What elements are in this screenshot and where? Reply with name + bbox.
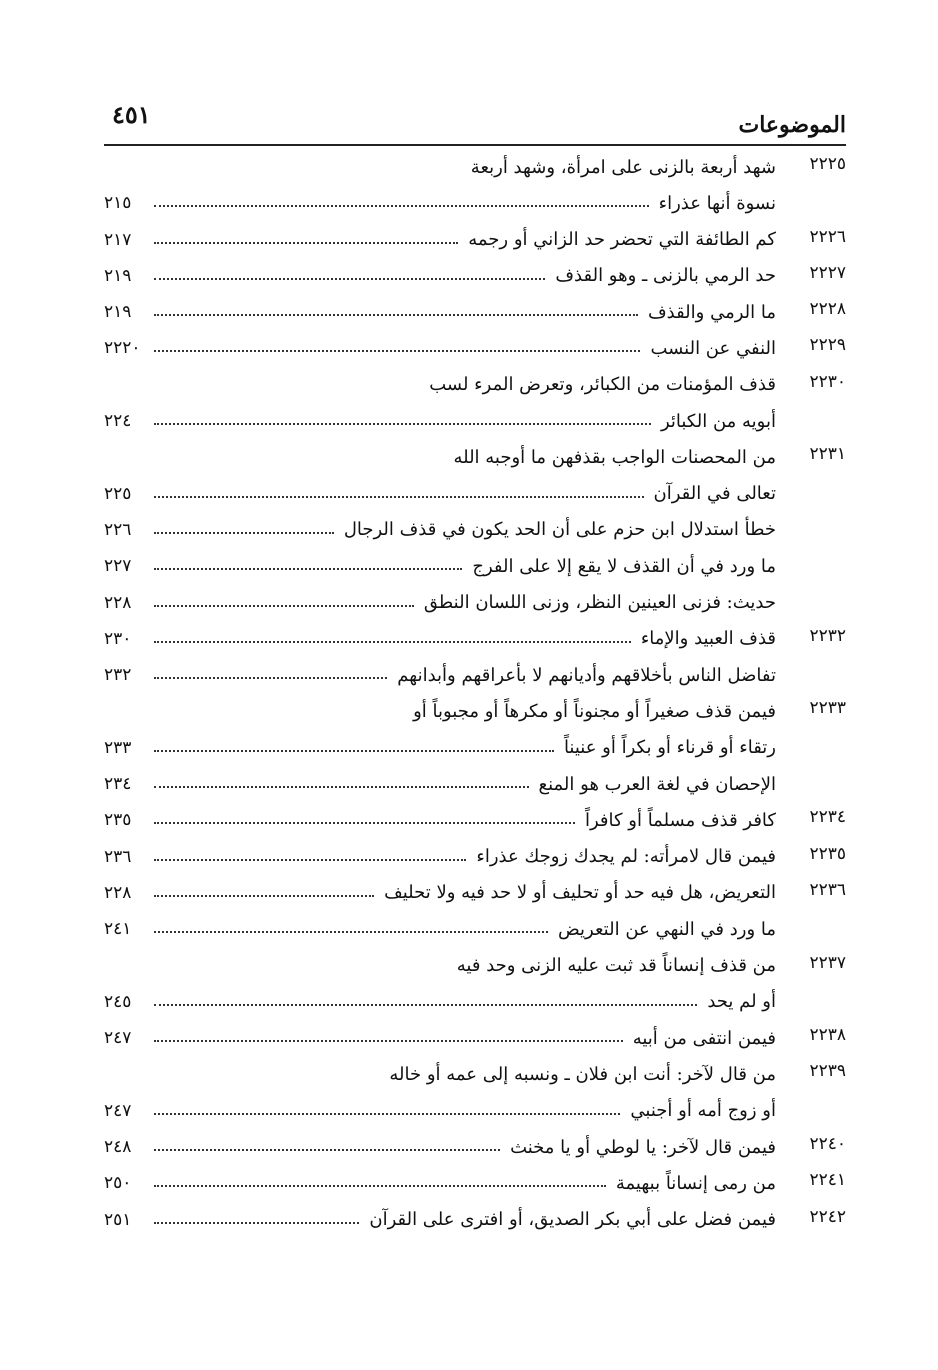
toc-row — [104, 694, 846, 730]
toc-row — [104, 767, 846, 803]
entry-title: التعريض، هل فيه حد أو تحليف أو لا حد فيه ولا تحليف — [384, 882, 776, 904]
entry-page: ٢٣٢ — [104, 665, 132, 686]
toc-row — [104, 1166, 846, 1202]
entry-title: فيمن قذف صغيراً أو مجنوناً أو مكرهاً أو مجبوباً أو — [413, 700, 776, 722]
entry-number: ٢٢٢٨ — [809, 299, 846, 320]
entry-page: ٢١٩ — [104, 265, 132, 286]
entry-number: ٢٢٣٣ — [809, 698, 846, 719]
toc-row — [104, 622, 846, 658]
entry-page: ٢١٩ — [104, 302, 132, 323]
entry-title: الإحصان في لغة العرب هو المنع — [538, 773, 776, 795]
entry-title: كم الطائفة التي تحضر حد الزاني أو رجمه — [468, 229, 776, 251]
toc-row — [104, 876, 846, 912]
entry-number: ٢٢٣٤ — [809, 807, 846, 828]
entry-title: شهد أربعة بالزنى على امرأة، وشهد أربعة — [470, 156, 776, 178]
table-of-contents — [104, 150, 846, 1239]
dot-leader — [154, 1113, 620, 1115]
entry-title: فيمن فضل على أبي بكر الصديق، أو افترى على القرآن — [369, 1209, 776, 1231]
entry-title: ما ورد في أن القذف لا يقع إلا على الفرج — [472, 555, 776, 577]
dot-leader — [154, 532, 334, 534]
dot-leader — [154, 822, 575, 824]
entry-title: فيمن انتفى من أبيه — [632, 1027, 776, 1049]
entry-title: أو زوج أمه أو أجنبي — [630, 1100, 776, 1122]
entry-title: حد الرمي بالزنى ـ وهو القذف — [555, 265, 776, 287]
entry-number: ٢٢٤٢ — [809, 1206, 846, 1227]
entry-title: أو لم يحد — [707, 991, 776, 1013]
entry-page: ٢٣٤ — [104, 774, 132, 795]
entry-title: تفاضل الناس بأخلاقهم وأديانهم لا بأعراقهم وأبدانهم — [397, 664, 776, 686]
entry-page: ٢١٧ — [104, 229, 132, 250]
page-number: ٤٥١ — [112, 100, 151, 129]
toc-row — [104, 150, 846, 186]
entry-page: ٢٢٤ — [104, 411, 132, 432]
entry-number: ٢٢٣٧ — [809, 952, 846, 973]
dot-leader — [154, 677, 387, 679]
entry-number: ٢٢٣٩ — [809, 1061, 846, 1082]
entry-title: حديث: فزنى العينين النظر، وزنى اللسان النطق — [423, 592, 776, 614]
entry-page: ٢٥٠ — [104, 1173, 132, 1194]
toc-row — [104, 477, 846, 513]
entry-title: خطأ استدلال ابن حزم على أن الحد يكون في قذف الرجال — [343, 519, 776, 541]
dot-leader — [154, 205, 649, 207]
entry-page: ٢٣٥ — [104, 810, 132, 831]
toc-row — [104, 1130, 846, 1166]
entry-number: ٢٢٣٢ — [809, 625, 846, 646]
toc-row — [104, 1203, 846, 1239]
toc-row — [104, 1094, 846, 1130]
entry-title: من قذف إنساناً قد ثبت عليه الزنى وحد فيه — [456, 955, 776, 977]
entry-page: ٢٤٧ — [104, 1028, 132, 1049]
toc-row — [104, 985, 846, 1021]
toc-row — [104, 658, 846, 694]
dot-leader — [154, 1040, 623, 1042]
toc-row — [104, 404, 846, 440]
toc-row — [104, 586, 846, 622]
dot-leader — [154, 350, 640, 352]
entry-page: ٢٥١ — [104, 1209, 132, 1230]
entry-page: ٢٢٥ — [104, 483, 132, 504]
dot-leader — [154, 1185, 606, 1187]
entry-title: قذف العبيد والإماء — [640, 628, 776, 650]
toc-row — [104, 259, 846, 295]
entry-title: أبويه من الكبائر — [660, 410, 776, 432]
toc-row — [104, 803, 846, 839]
entry-number: ٢٢٤٠ — [809, 1134, 846, 1155]
dot-leader — [154, 278, 545, 280]
entry-page: ٢٣٣ — [104, 737, 132, 758]
page-header — [104, 96, 846, 146]
entry-title: فيمن قال لآخر: يا لوطي أو يا مخنث — [510, 1136, 776, 1158]
entry-page: ٢٤٧ — [104, 1100, 132, 1121]
dot-leader — [154, 1222, 359, 1224]
section-title: الموضوعات — [738, 112, 846, 138]
entry-number: ٢٢٣٥ — [809, 843, 846, 864]
dot-leader — [154, 750, 554, 752]
toc-row — [104, 912, 846, 948]
entry-page: ٢٤٥ — [104, 991, 132, 1012]
entry-title: ما ورد في النهي عن التعريض — [558, 918, 776, 940]
entry-number: ٢٢٢٦ — [809, 226, 846, 247]
entry-page: ٢٢٦ — [104, 519, 132, 540]
entry-title: رتقاء أو قرناء أو بكراً أو عنيناً — [563, 737, 776, 759]
toc-row — [104, 295, 846, 331]
toc-row — [104, 840, 846, 876]
dot-leader — [154, 1004, 697, 1006]
entry-title: من المحصنات الواجب بقذفهن ما أوجبه الله — [453, 446, 776, 468]
entry-title: قذف المؤمنات من الكبائر، وتعرض المرء لسب — [429, 374, 776, 396]
toc-row — [104, 223, 846, 259]
entry-title: كافر قذف مسلماً أو كافراً — [584, 809, 776, 831]
dot-leader — [154, 605, 414, 607]
entry-number: ٢٢٣١ — [809, 444, 846, 465]
dot-leader — [154, 786, 529, 788]
toc-row — [104, 368, 846, 404]
toc-row — [104, 949, 846, 985]
toc-row — [104, 186, 846, 222]
dot-leader — [154, 314, 638, 316]
entry-page: ٢٢٨ — [104, 592, 132, 613]
entry-title: تعالى في القرآن — [653, 483, 776, 505]
toc-row — [104, 513, 846, 549]
entry-title: نسوة أنها عذراء — [658, 192, 776, 214]
entry-number: ٢٢٣٦ — [809, 879, 846, 900]
toc-row — [104, 440, 846, 476]
dot-leader — [154, 1149, 500, 1151]
dot-leader — [154, 242, 458, 244]
entry-number: ٢٢٢٥ — [809, 154, 846, 174]
entry-page: ٢٣٦ — [104, 846, 132, 867]
entry-page: ٢٣٠ — [104, 628, 132, 649]
toc-row — [104, 1021, 846, 1057]
entry-page: ٢٢٧ — [104, 556, 132, 577]
entry-page: ٢٢٨ — [104, 882, 132, 903]
toc-row — [104, 1057, 846, 1093]
toc-row — [104, 331, 846, 367]
toc-row — [104, 549, 846, 585]
dot-leader — [154, 931, 548, 933]
entry-title: فيمن قال لامرأته: لم يجدك زوجك عذراء — [476, 846, 776, 868]
dot-leader — [154, 423, 651, 425]
entry-number: ٢٢٢٩ — [809, 335, 846, 356]
entry-title: من رمى إنساناً ببهيمة — [615, 1172, 776, 1194]
entry-number: ٢٢٣٨ — [809, 1025, 846, 1046]
dot-leader — [154, 568, 462, 570]
entry-page: ٢٢٢٠ — [104, 338, 141, 359]
entry-title: النفي عن النسب — [650, 337, 776, 359]
entry-page: ٢٤١ — [104, 919, 132, 940]
entry-page: ٢٤٨ — [104, 1137, 132, 1158]
dot-leader — [154, 641, 631, 643]
dot-leader — [154, 859, 466, 861]
dot-leader — [154, 496, 644, 498]
entry-number: ٢٢٣٠ — [809, 371, 846, 392]
entry-number: ٢٢٢٧ — [809, 262, 846, 283]
entry-title: من قال لآخر: أنت ابن فلان ـ ونسبه إلى عمه أو خاله — [389, 1063, 776, 1085]
dot-leader — [154, 895, 374, 897]
entry-page: ٢١٥ — [104, 193, 132, 214]
entry-title: ما الرمي والقذف — [647, 301, 776, 323]
toc-row — [104, 731, 846, 767]
entry-number: ٢٢٤١ — [809, 1170, 846, 1191]
